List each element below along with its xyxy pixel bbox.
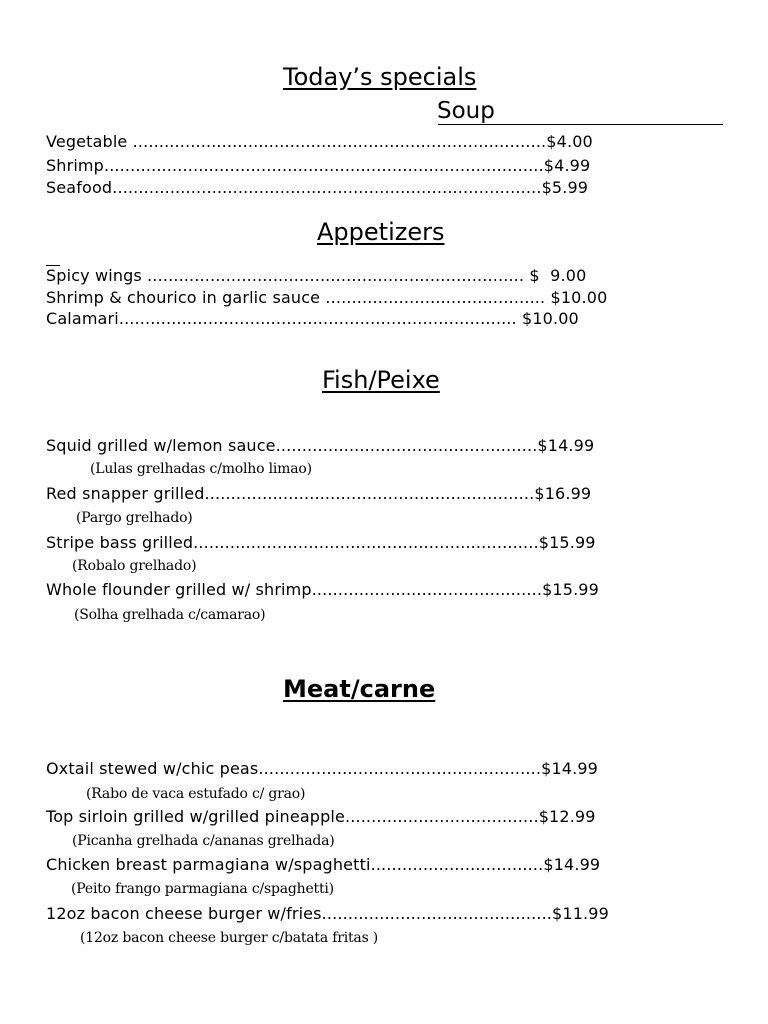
appetizer-item-calamari: Calamari............................................................................ $10.00	[46, 309, 579, 328]
soup-item-seafood: Seafood..................................................................................$5.99	[46, 178, 589, 197]
meat-item-top-sirloin-translation: (Picanha grelhada c/ananas grelhada)	[72, 833, 335, 849]
meat-item-oxtail-translation: (Rabo de vaca estufado c/ grao)	[86, 786, 306, 802]
fish-item-red-snapper: Red snapper grilled...............................................................$16.99	[46, 484, 592, 503]
soup-heading-rule	[438, 124, 723, 125]
meat-item-chicken-parmagiana-translation: (Peito frango parmagiana c/spaghetti)	[71, 881, 334, 897]
page-title: Today’s specials	[283, 63, 477, 91]
fish-item-stripe-bass-translation: (Robalo grelhado)	[72, 558, 197, 574]
fish-item-flounder: Whole flounder grilled w/ shrimp............................................$15.99	[46, 580, 599, 599]
meat-heading: Meat/carne	[283, 675, 436, 703]
fish-item-stripe-bass: Stripe bass grilled..................................................................$15.99	[46, 533, 596, 552]
fish-item-red-snapper-translation: (Pargo grelhado)	[76, 510, 193, 526]
fish-item-squid-translation: (Lulas grelhadas c/molho limao)	[90, 461, 312, 477]
meat-item-oxtail: Oxtail stewed w/chic peas......................................................$14.99	[46, 759, 598, 778]
appetizers-heading: Appetizers	[317, 218, 445, 246]
soup-item-shrimp: Shrimp....................................................................................$4.99	[46, 156, 591, 175]
meat-item-top-sirloin: Top sirloin grilled w/grilled pineapple.....................................$12.99	[46, 807, 596, 826]
fish-item-squid: Squid grilled w/lemon sauce..................................................$14.99	[46, 436, 595, 455]
fish-heading: Fish/Peixe	[322, 366, 440, 394]
meat-item-bacon-burger: 12oz bacon cheese burger w/fries............................................$11.99	[46, 904, 609, 923]
appetizer-item-shrimp-chourico: Shrimp & chourico in garlic sauce .......................................... $10.00	[46, 288, 608, 307]
meat-item-bacon-burger-translation: (12oz bacon cheese burger c/batata fritas )	[80, 930, 379, 946]
soup-item-vegetable: Vegetable ...............................................................................$4.00	[46, 132, 593, 151]
appetizer-item-spicy-wings: Spicy wings ........................................................................ $ 9.00	[46, 266, 587, 285]
soup-heading: Soup	[437, 98, 495, 124]
meat-item-chicken-parmagiana: Chicken breast parmagiana w/spaghetti.................................$14.99	[46, 855, 601, 874]
fish-item-flounder-translation: (Solha grelhada c/camarao)	[74, 607, 266, 623]
